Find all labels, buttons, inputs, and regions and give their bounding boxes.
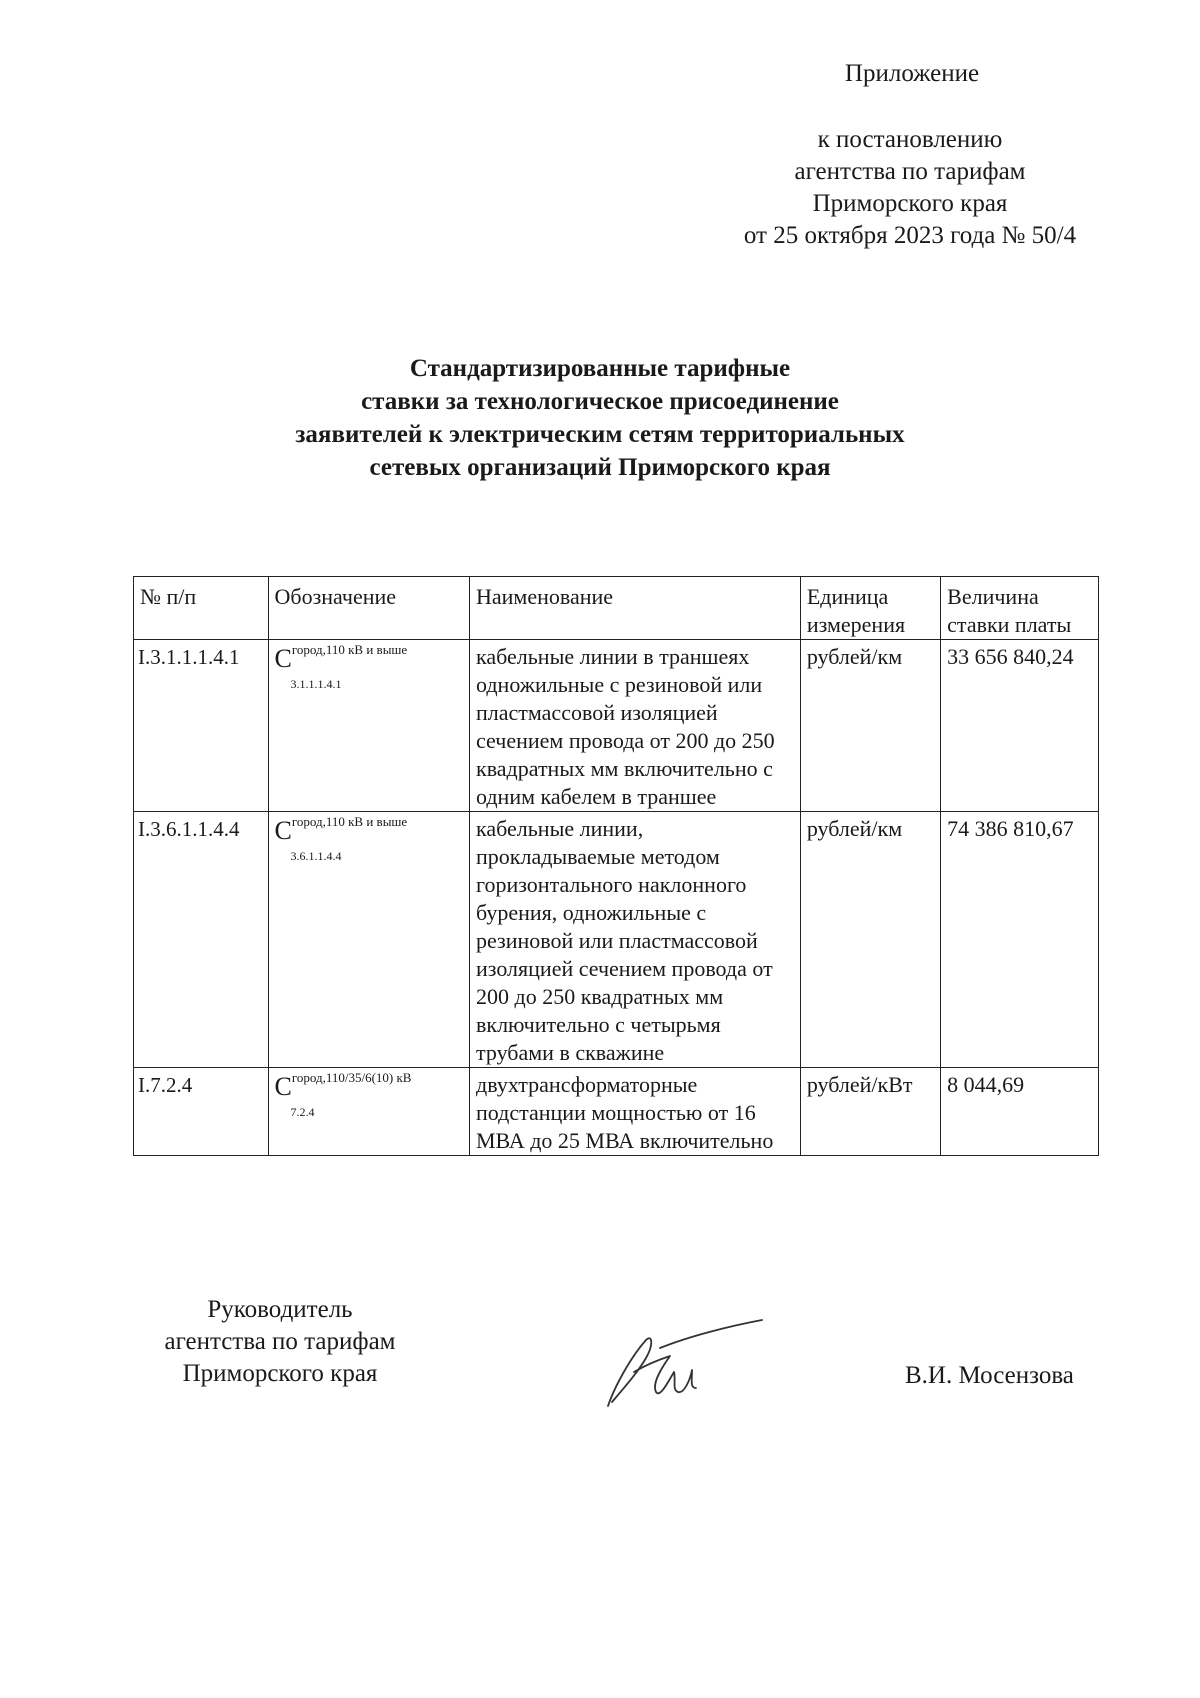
table-row (134, 640, 1099, 812)
table-row (134, 812, 1099, 1068)
rate-subscript: 3.1.1.1.4.1 (290, 677, 342, 691)
rate-subscript: 7.2.4 (290, 1105, 315, 1119)
appendix-line: к постановлению (817, 126, 1003, 153)
table-header-row (134, 577, 1099, 640)
rate-superscript: город,110/35/6(10) кВ (291, 1070, 412, 1085)
signer-position (130, 1294, 430, 1390)
signer-name: В.И. Мосензова (905, 1362, 1074, 1389)
signer-position-line: Руководитель (207, 1296, 353, 1323)
signer-position-line: агентства по тарифам (164, 1328, 396, 1355)
row-code (268, 1068, 470, 1156)
row-number: I.3.1.1.1.4.1 (134, 640, 269, 812)
row-value: 74 386 810,67 (941, 812, 1099, 1068)
rate-designation (275, 1071, 464, 1118)
rate-subscript: 3.6.1.1.4.4 (290, 849, 342, 863)
row-value: 8 044,69 (941, 1068, 1099, 1156)
document-title-line: сетевых организаций Приморского края (369, 454, 831, 481)
document-title-line: заявителей к электрическим сетям территориальных (295, 421, 905, 448)
header-num: № п/п (134, 577, 269, 640)
signer-position-line: Приморского края (182, 1360, 378, 1387)
row-code (268, 812, 470, 1068)
row-name: кабельные линии, прокладываемые методом горизонтального наклонного бурения, одножильные с резиновой или пластмассовой изоляцией сечением провода от 200 до 250 квадратных мм включительно с четырьмя трубами в скважине (470, 812, 801, 1068)
appendix-line: от 25 октября 2023 года № 50/4 (743, 222, 1077, 249)
row-unit: рублей/кВт (800, 1068, 940, 1156)
appendix-title: Приложение (844, 60, 980, 87)
header-name: Наименование (470, 577, 801, 640)
row-unit: рублей/км (800, 640, 940, 812)
rate-letter: С (274, 644, 292, 673)
rate-superscript: город,110 кВ и выше (291, 814, 408, 829)
rate-superscript: город,110 кВ и выше (291, 642, 408, 657)
row-number: I.3.6.1.1.4.4 (134, 812, 269, 1068)
row-name: двухтрансформаторные подстанции мощностью от 16 МВА до 25 МВА включительно (470, 1068, 801, 1156)
header-unit: Единица измерения (800, 577, 940, 640)
document-title-line: Стандартизированные тарифные (409, 355, 791, 382)
rates-table (133, 576, 1099, 1156)
document-title (150, 352, 1050, 484)
rate-designation (275, 643, 464, 690)
appendix-reference (700, 124, 1120, 252)
document-title-line: ставки за технологическое присоединение (361, 388, 839, 415)
row-code (268, 640, 470, 812)
appendix-line: Приморского края (812, 190, 1008, 217)
signature-icon (600, 1318, 765, 1418)
appendix-line: агентства по тарифам (794, 158, 1026, 185)
header-code: Обозначение (268, 577, 470, 640)
row-number: I.7.2.4 (134, 1068, 269, 1156)
header-value: Величина ставки платы (941, 577, 1099, 640)
row-value: 33 656 840,24 (941, 640, 1099, 812)
rate-letter: С (274, 816, 292, 845)
rate-designation (275, 815, 464, 862)
row-unit: рублей/км (800, 812, 940, 1068)
rate-letter: С (274, 1072, 292, 1101)
row-name: кабельные линии в траншеях одножильные с резиновой или пластмассовой изоляцией сечением провода от 200 до 250 квадратных мм включительно с одним кабелем в траншее (470, 640, 801, 812)
table-row (134, 1068, 1099, 1156)
